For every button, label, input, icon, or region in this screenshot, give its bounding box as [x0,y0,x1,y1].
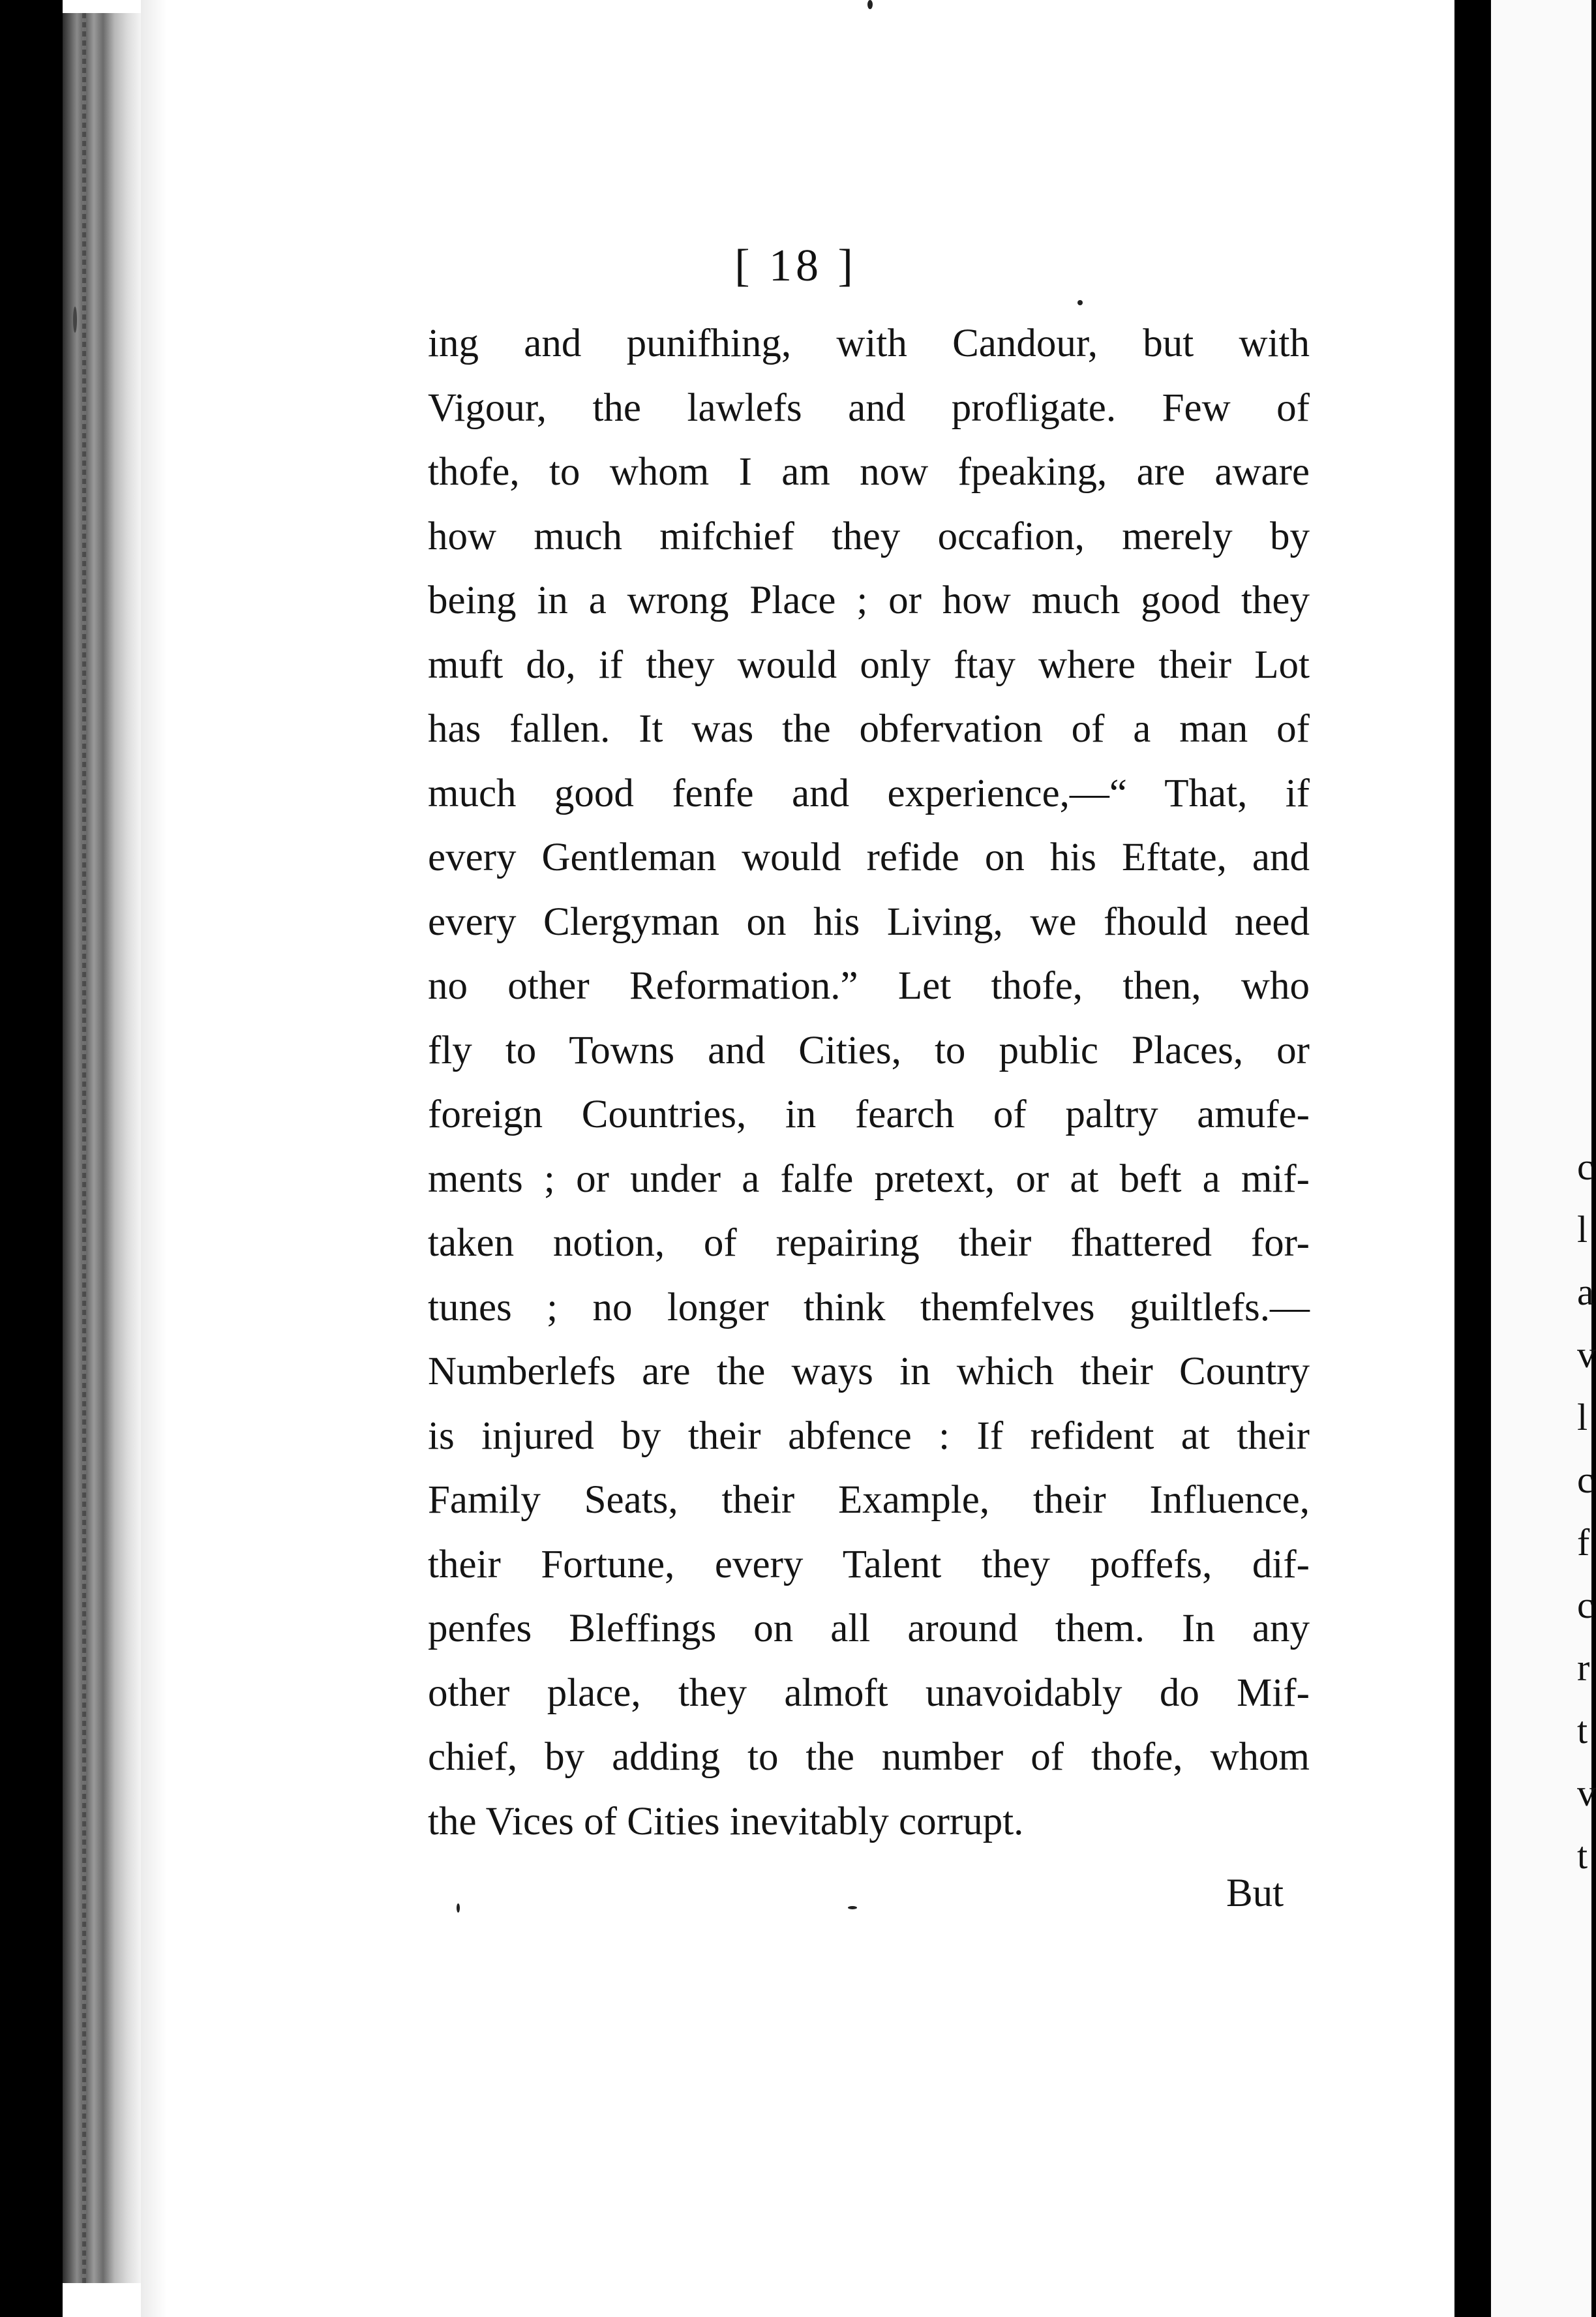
gutter [1454,0,1491,2317]
scan-speck [457,1903,460,1913]
text-line: Numberlefs are the ways in which their Country [428,1350,1310,1393]
body-text [428,312,1310,1854]
scan-speck [867,0,873,9]
scan-speck [73,307,77,333]
text-line: chief, by adding to the number of thofe, whom [428,1735,1310,1779]
text-line: other place, they almoft unavoidably do Mif- [428,1671,1310,1715]
facing-fragment: l [1577,1208,1588,1250]
text-line: every Gentleman would refide on his Eftate, and [428,836,1310,879]
facing-fragment: v [1577,1333,1596,1376]
text-line: tunes ; no longer think themfelves guiltlefs.— [428,1285,1310,1329]
facing-fragment: f [1577,1521,1590,1564]
facing-fragment: c [1577,1145,1594,1188]
page-number-header [0,240,1591,292]
text-line: every Clergyman on his Living, we fhould need [428,900,1310,944]
facing-fragment: r [1577,1646,1590,1689]
facing-fragment: t [1577,1709,1588,1751]
text-line: penfes Bleffings on all around them. In any [428,1607,1310,1650]
spine-shadow [141,0,167,2317]
text-line: taken notion, of repairing their fhattered for- [428,1221,1310,1265]
facing-fragment: c [1577,1584,1594,1626]
text-line: the Vices of Cities inevitably corrupt. [428,1799,1024,1843]
text-line: much good fenfe and experience,—“ That, if [428,771,1310,815]
text-line: muft do, if they would only ftay where their Lot [428,643,1310,687]
text-line: their Fortune, every Talent they poffefs, dif- [428,1542,1310,1586]
facing-fragment: v [1577,1772,1596,1814]
facing-fragment: a [1577,1271,1594,1313]
facing-fragment: c [1577,1459,1594,1501]
scan-speck [848,1906,857,1909]
facing-page [1491,0,1596,2317]
text-line: is injured by their abfence : If refident at their [428,1414,1310,1458]
catchword: But [1226,1871,1284,1915]
scan-speck [1077,300,1083,305]
text-line: ing and punifhing, with Candour, but with [428,322,1310,365]
facing-fragment: t [1577,1834,1588,1877]
text-line: Vigour, the lawlefs and profligate. Few of [428,386,1310,430]
text-line: fly to Towns and Cities, to public Places, or [428,1028,1310,1072]
text-line: being in a wrong Place ; or how much good they [428,579,1310,622]
text-line: foreign Countries, in fearch of paltry amufe- [428,1093,1310,1136]
page-number: [ 18 ] [734,241,857,291]
page-edges [63,13,141,2283]
text-line: has fallen. It was the obfervation of a man of [428,707,1310,751]
text-line: no other Reformation.” Let thofe, then, who [428,964,1310,1008]
text-line: thofe, to whom I am now fpeaking, are aware [428,450,1310,494]
facing-fragment: l [1577,1396,1588,1438]
text-line: how much mifchief they occafion, merely by [428,514,1310,558]
text-line: ments ; or under a falfe pretext, or at beft a mif- [428,1157,1310,1201]
text-line: Family Seats, their Example, their Influence, [428,1478,1310,1522]
